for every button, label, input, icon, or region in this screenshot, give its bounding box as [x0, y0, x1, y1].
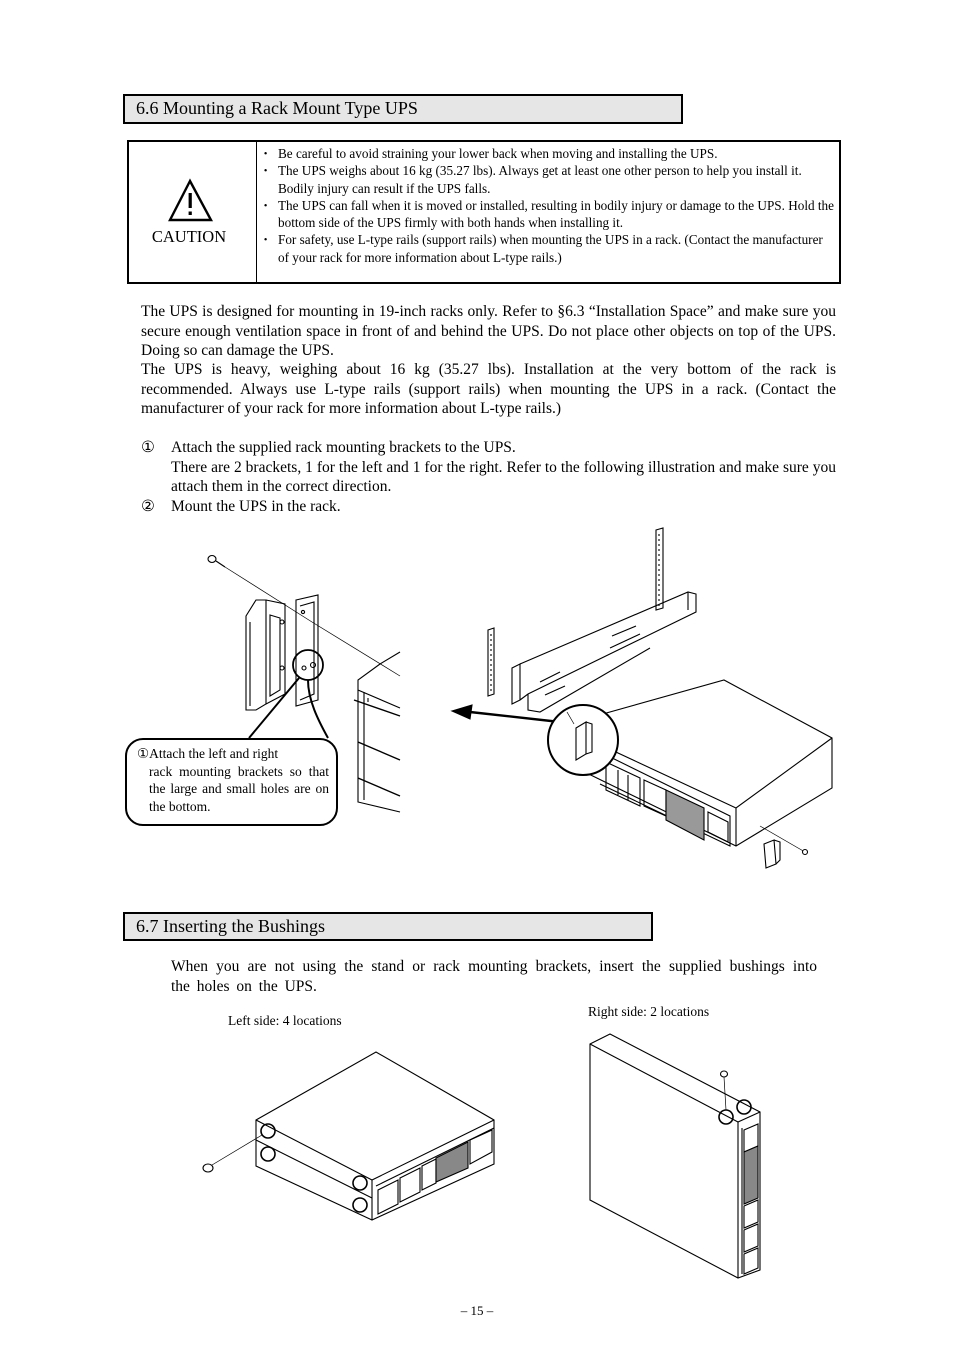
section-title-6-6: 6.6 Mounting a Rack Mount Type UPS — [123, 94, 683, 124]
caution-item: ・ The UPS weighs about 16 kg (35.27 lbs). Always get at least one other person to help you install it. Bodily injury can result if the UPS falls. — [261, 162, 835, 197]
bushing-left — [203, 1135, 262, 1172]
step-1-text: Attach the supplied rack mounting brackets to the UPS. — [171, 439, 516, 456]
callout-first-line: Attach the left and right — [149, 746, 279, 761]
section-title-6-7: 6.7 Inserting the Bushings — [123, 912, 653, 941]
caution-label: CAUTION — [151, 227, 227, 246]
step-1-number: ① — [141, 439, 155, 456]
step-2-text: Mount the UPS in the rack. — [171, 498, 341, 515]
right-side-label: Right side: 2 locations — [588, 1004, 710, 1019]
step-2-number: ② — [141, 498, 155, 515]
callout-number: ① — [137, 746, 150, 761]
callout-rest: rack mounting brackets so that the large and small holes are on the bottom. — [149, 763, 329, 814]
page-number: – 15 – — [460, 1303, 494, 1318]
step-1-detail: There are 2 brackets, 1 for the left and 1 for the right. Refer to the following illustration and make sure you attach them in the correct direction. — [171, 458, 836, 495]
caution-item: ・ For safety, use L-type rails (support rails) when mounting the UPS in a rack. (Contact the manufacturer of your rack for more information about L-type rails.) — [261, 231, 835, 266]
paragraph-bushings: When you are not using the stand or rack mounting brackets, insert the supplied bushings into the holes on the UPS. — [171, 958, 817, 995]
caution-item: ・ Be careful to avoid straining your lower back when moving and installing the UPS. — [261, 145, 835, 162]
left-side-label: Left side: 4 locations — [228, 1013, 342, 1028]
paragraph-weight: The UPS is heavy, weighing about 16 kg (35.27 lbs). Installation at the very bottom of the rack is recommended. Always use L-type rails (support rails) when mounting the UPS in a rack. (Contact the manufacturer of your rack for more information about L-type rails.) — [141, 361, 836, 417]
caution-item: ・ The UPS can fall when it is moved or installed, resulting in bodily injury or damage to the UPS. Hold the bottom side of the UPS firmly with both hands when installing it. — [261, 197, 835, 232]
ups-unit-horizontal — [256, 1052, 494, 1220]
ups-unit-vertical — [590, 1034, 760, 1278]
paragraph-ventilation: The UPS is designed for mounting in 19-inch racks only. Refer to §6.3 “Installation Space” and make sure you secure enough ventilation space in front of and behind the UPS. Do not place other objects on top of the UPS. Doing so can damage the UPS. — [141, 303, 836, 359]
